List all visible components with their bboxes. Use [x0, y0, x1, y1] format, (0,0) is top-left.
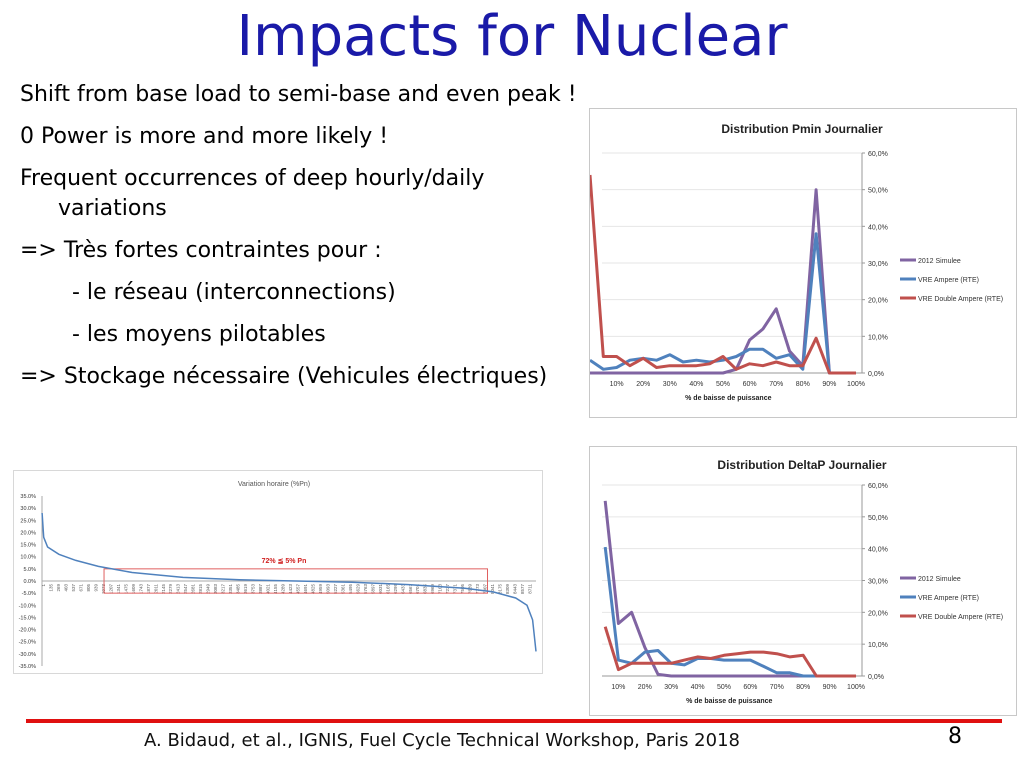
x-tick-label: 6299: [392, 584, 398, 595]
x-tick-label: 4155: [273, 584, 278, 595]
x-tick-label: 100%: [847, 684, 865, 691]
x-tick-label: 3753: [250, 584, 256, 595]
x-tick-label: 8175: [497, 584, 503, 595]
series-line-1: [605, 501, 856, 676]
y-tick-label: -20.0%: [18, 627, 36, 634]
y-tick-label: 30,0%: [868, 261, 888, 268]
legend-label: VRE Ampere (RTE): [918, 277, 979, 284]
y-tick-label: -10.0%: [18, 603, 36, 610]
y-tick-label: 0.0%: [23, 579, 36, 585]
series-line-3: [605, 627, 856, 676]
x-tick-label: 5763: [362, 584, 368, 595]
x-tick-label: 8443: [512, 584, 518, 595]
x-tick-label: 1341: [115, 584, 121, 595]
y-tick-label: 10.0%: [20, 554, 36, 561]
x-tick-label: 3083: [213, 584, 219, 595]
y-tick-label: 40,0%: [868, 546, 888, 554]
x-tick-label: 1609: [130, 584, 136, 595]
y-tick-label: 50,0%: [868, 514, 888, 522]
y-tick-label: 25.0%: [20, 518, 36, 525]
x-tick-label: 40%: [690, 684, 705, 691]
x-tick-label: 3485: [235, 584, 241, 595]
x-tick-label: 3351: [228, 584, 234, 595]
y-tick-label: -30.0%: [18, 651, 36, 658]
x-tick-label: 3619: [243, 584, 249, 595]
bullet-reseau: - le réseau (interconnections): [72, 280, 396, 305]
bullet-shift-load: Shift from base load to semi-base and even peak !: [20, 82, 577, 107]
x-tick-label: 537: [70, 584, 76, 592]
x-tick-label: 8577: [520, 584, 525, 595]
x-tick-label: 5361: [340, 584, 346, 595]
x-tick-label: 7907: [482, 584, 488, 595]
y-tick-label: -5.0%: [21, 591, 36, 598]
x-tick-label: 7103: [437, 584, 443, 595]
x-tick-label: 20%: [636, 381, 651, 388]
y-tick-label: 30.0%: [20, 506, 36, 513]
x-tick-label: 4423: [288, 584, 293, 595]
series-line-1: [590, 190, 856, 373]
y-tick-label: 10,0%: [868, 334, 888, 342]
x-tick-label: 70%: [769, 381, 784, 388]
x-tick-label: 5227: [332, 584, 338, 595]
bullet-variations-continued: variations: [58, 196, 167, 221]
bullet-moyens-pilotables: - les moyens pilotables: [72, 322, 326, 347]
x-axis-label: % de baisse de puissance: [686, 698, 773, 705]
x-tick-label: 5093: [325, 584, 331, 595]
x-tick-label: 5897: [370, 584, 376, 595]
x-tick-label: 7505: [460, 584, 466, 595]
annotation-label: 72% ≦ 5% Pn: [261, 558, 307, 565]
x-tick-label: 50%: [716, 684, 732, 691]
x-tick-label: 403: [63, 584, 69, 592]
y-tick-label: 20,0%: [868, 610, 888, 618]
x-tick-label: 6835: [422, 584, 428, 595]
series-line-variation: [42, 513, 536, 651]
bullet-zero-power: 0 Power is more and more likely !: [20, 124, 389, 149]
x-tick-label: 100%: [847, 381, 865, 388]
x-tick-label: 1877: [145, 584, 151, 595]
x-tick-label: 90%: [822, 381, 837, 388]
x-tick-label: 6567: [407, 584, 413, 595]
deltap-chart: [589, 446, 1017, 716]
x-tick-label: 1207: [108, 584, 114, 595]
legend-label: VRE Ampere (RTE): [918, 595, 979, 602]
x-tick-label: 1743: [138, 584, 144, 595]
x-tick-label: 30%: [662, 381, 677, 388]
x-tick-label: 7371: [452, 584, 458, 595]
x-tick-label: 1: [41, 584, 46, 587]
y-tick-label: 20.0%: [20, 530, 36, 537]
y-tick-label: 50,0%: [868, 187, 888, 195]
x-tick-label: 2949: [205, 584, 211, 595]
slide-title: Impacts for Nuclear: [236, 4, 788, 69]
legend-label: VRE Double Ampere (RTE): [918, 614, 1004, 621]
bullet-frequent-occurrences: Frequent occurrences of deep hourly/daily: [20, 166, 485, 191]
chart-title: Distribution DeltaP Journalier: [717, 458, 887, 472]
x-tick-label: 6433: [400, 584, 406, 595]
pmin-chart: [589, 108, 1017, 418]
series-line-2: [590, 234, 856, 373]
bullet-contraintes: => Très fortes contraintes pour :: [20, 238, 382, 263]
y-tick-label: -15.0%: [18, 615, 36, 622]
chart-title: Variation horaire (%Pn): [237, 481, 311, 488]
legend-label: 2012 Simulee: [918, 576, 961, 583]
y-tick-label: 5.0%: [23, 566, 36, 573]
x-tick-label: 20%: [637, 684, 652, 691]
x-tick-label: 50%: [715, 381, 731, 388]
x-tick-label: 2681: [190, 584, 196, 595]
x-tick-label: 7773: [475, 584, 481, 595]
chart-title: Distribution Pmin Journalier: [721, 122, 883, 136]
x-tick-label: 80%: [795, 381, 810, 388]
x-tick-label: 90%: [822, 684, 837, 691]
hourly-variation-chart-svg: [14, 471, 542, 673]
x-tick-label: 269: [56, 584, 61, 592]
x-tick-label: 2145: [160, 584, 166, 595]
x-tick-label: 2413: [175, 584, 181, 595]
x-tick-label: 7639: [467, 584, 473, 595]
pmin-chart-svg: [590, 109, 1016, 417]
x-tick-label: 1073: [100, 584, 106, 595]
y-tick-label: 60,0%: [868, 483, 888, 490]
x-tick-label: 2547: [183, 584, 189, 595]
series-line-2: [605, 547, 856, 676]
x-tick-label: 4825: [310, 584, 316, 595]
x-tick-label: 6031: [377, 584, 383, 595]
x-tick-label: 10%: [611, 684, 626, 691]
y-tick-label: 30,0%: [868, 578, 888, 586]
x-tick-label: 3217: [220, 584, 226, 595]
x-tick-label: 6969: [430, 584, 436, 595]
x-tick-label: 10%: [609, 381, 624, 388]
x-tick-label: 4959: [317, 584, 323, 595]
x-tick-label: 5629: [355, 584, 361, 595]
y-tick-label: 20,0%: [868, 297, 888, 305]
x-tick-label: 4557: [295, 584, 301, 595]
y-tick-label: 0,0%: [868, 371, 884, 378]
hourly-variation-chart: [13, 470, 543, 674]
x-tick-label: 2279: [168, 584, 174, 595]
x-tick-label: 70%: [769, 684, 784, 691]
x-tick-label: 5495: [347, 584, 353, 595]
x-tick-label: 2815: [198, 584, 204, 595]
y-tick-label: -25.0%: [18, 639, 36, 646]
x-tick-label: 60%: [742, 381, 757, 388]
x-tick-label: 6701: [415, 584, 421, 595]
y-tick-label: 40,0%: [868, 224, 888, 232]
y-tick-label: 15.0%: [20, 542, 36, 549]
x-tick-label: 805: [85, 584, 91, 592]
y-tick-label: 0,0%: [868, 674, 884, 681]
x-tick-label: 4691: [303, 584, 308, 595]
x-tick-label: 6165: [385, 584, 391, 595]
y-tick-label: -35.0%: [18, 664, 36, 670]
x-tick-label: 135: [48, 584, 54, 592]
bullet-stockage: => Stockage nécessaire (Vehicules électriques): [20, 364, 548, 389]
x-tick-label: 7237: [445, 584, 451, 595]
footer-citation: A. Bidaud, et al., IGNIS, Fuel Cycle Technical Workshop, Paris 2018: [144, 730, 740, 751]
legend-label: 2012 Simulee: [918, 258, 961, 265]
x-tick-label: 3887: [258, 584, 264, 595]
x-tick-label: 30%: [664, 684, 679, 691]
x-tick-label: 60%: [743, 684, 758, 691]
footer-divider: [26, 719, 1002, 723]
x-tick-label: 1475: [123, 584, 129, 595]
x-tick-label: 8711: [527, 584, 533, 594]
x-tick-label: 671: [78, 584, 84, 592]
deltap-chart-svg: [590, 447, 1016, 715]
page-number: 8: [948, 724, 962, 749]
x-tick-label: 80%: [796, 684, 811, 691]
x-tick-label: 40%: [689, 381, 704, 388]
y-tick-label: 60,0%: [868, 151, 888, 158]
y-tick-label: 10,0%: [868, 642, 888, 650]
legend-label: VRE Double Ampere (RTE): [918, 296, 1004, 303]
x-tick-label: 2011: [153, 584, 159, 594]
x-tick-label: 4289: [280, 584, 286, 595]
x-tick-label: 8041: [490, 584, 496, 595]
x-tick-label: 4021: [265, 584, 271, 595]
x-tick-label: 939: [93, 584, 99, 592]
y-tick-label: 35.0%: [20, 494, 36, 500]
x-axis-label: % de baisse de puissance: [685, 395, 772, 402]
x-tick-label: 8309: [505, 584, 511, 595]
